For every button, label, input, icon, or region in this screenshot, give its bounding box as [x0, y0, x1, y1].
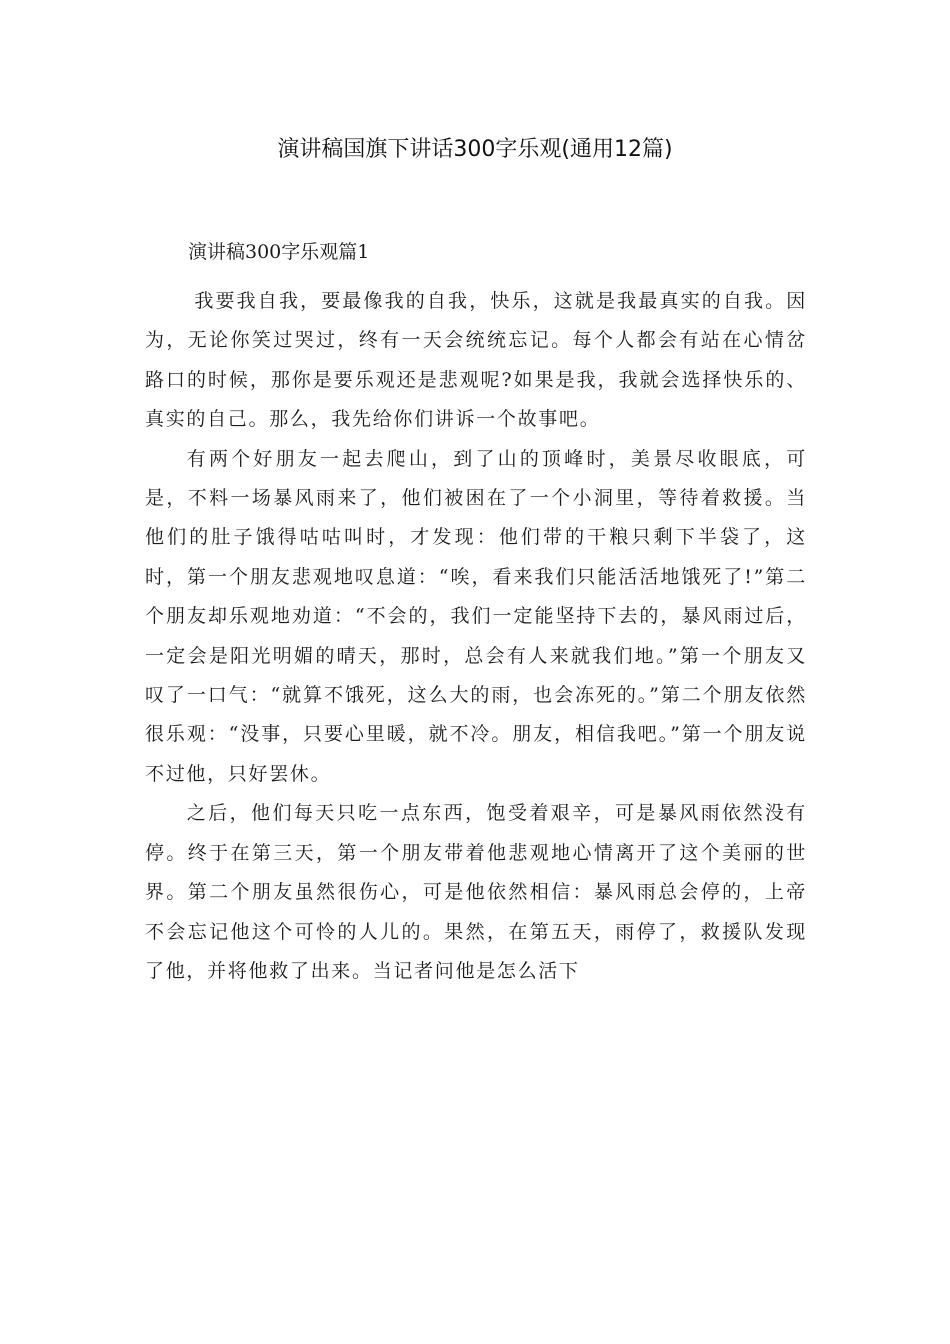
body-paragraph: 之后，他们每天只吃一点东西，饱受着艰辛，可是暴风雨依然没有停。终于在第三天，第一个朋友带着他悲观地心情离开了这个美丽的世界。第二个朋友虽然很伤心，可是他依然相信：暴风雨总会停的，上帝不会忘记他这个可怜的人儿的。果然，在第五天，雨停了，救援队发现了他，并将他救了出来。当记者问他是怎么活下 — [145, 802, 807, 982]
document-body — [145, 282, 807, 991]
section-heading: 演讲稿300字乐观篇1 — [188, 241, 370, 263]
body-paragraph: 我要我自我，要最像我的自我，快乐，这就是我最真实的自我。因为，无论你笑过哭过，终有一天会统统忘记。每个人都会有站在心情岔路口的时候，那你是要乐观还是悲观呢?如果是我，我就会选择快乐的、真实的自己。那么，我先给你们讲诉一个故事吧。 — [145, 290, 807, 431]
document-title: 演讲稿国旗下讲话300字乐观(通用12篇) — [277, 137, 673, 162]
body-paragraph: 有两个好朋友一起去爬山，到了山的顶峰时，美景尽收眼底，可是，不料一场暴风雨来了，他们被困在了一个小洞里，等待着救援。当他们的肚子饿得咕咕叫时，才发现：他们带的干粮只剩下半袋了，这时，第一个朋友悲观地叹息道：“唉，看来我们只能活活地饿死了!”第二个朋友却乐观地劝道：“不会的，我们一定能坚持下去的，暴风雨过后，一定会是阳光明媚的晴天，那时，总会有人来就我们地。”第一个朋友又叹了一口气：“就算不饿死，这么大的雨，也会冻死的。”第二个朋友依然很乐观：“没事，只要心里暖，就不冷。朋友，相信我吧。”第一个朋友说不过他，只好罢休。 — [145, 447, 807, 785]
